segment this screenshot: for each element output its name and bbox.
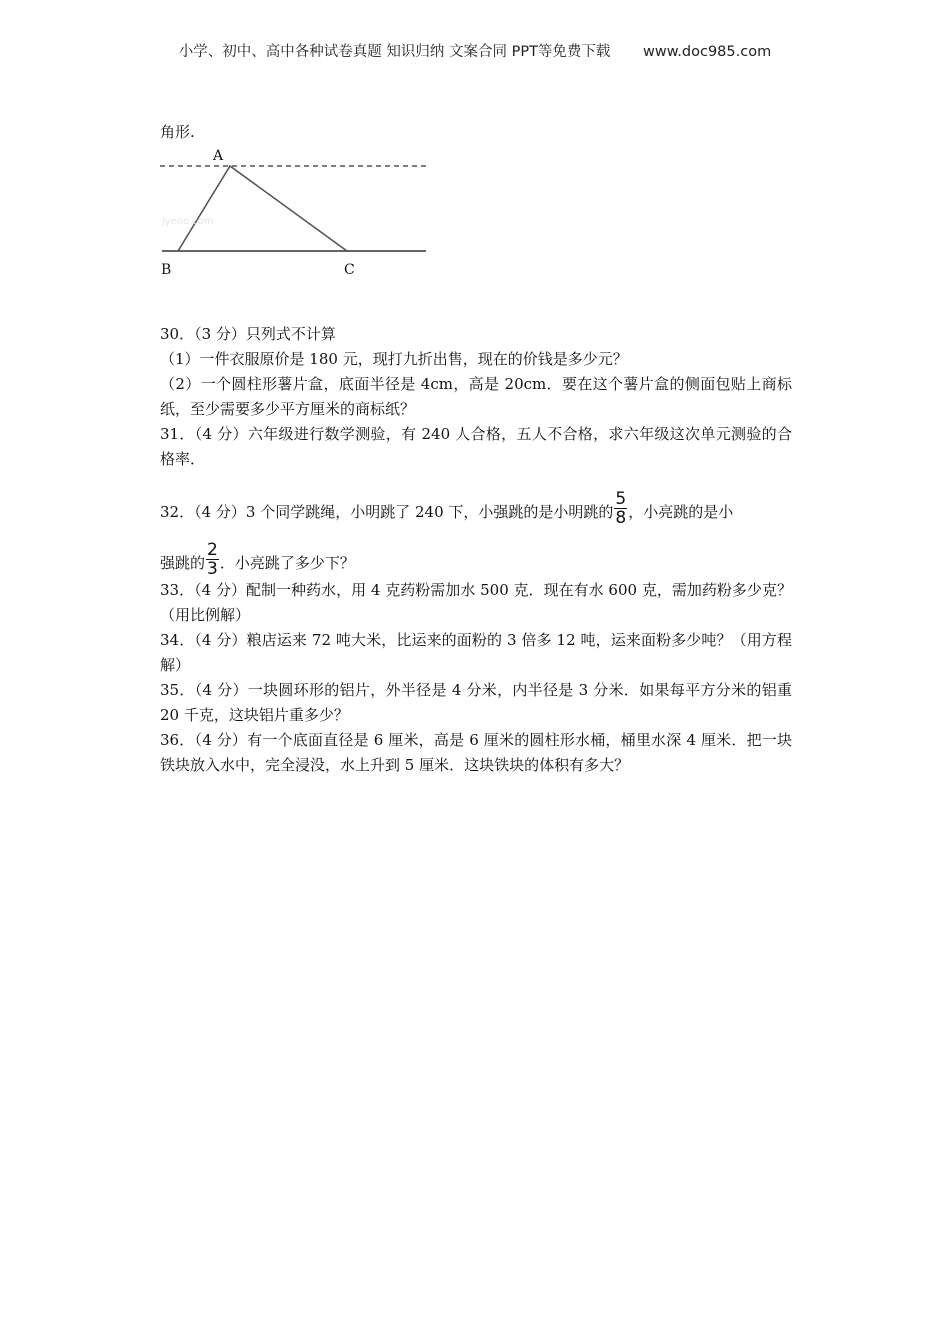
fraction-5-8	[614, 490, 627, 527]
q33: 33．（4 分）配制一种药水，用 4 克药粉需加水 500 克．现在有水 600 克，需加药粉多少克？（用比例解）	[160, 581, 792, 624]
q36: 36．（4 分）有一个底面直径是 6 厘米，高是 6 厘米的圆柱形水桶，桶里水深 4 厘米．把一块铁块放入水中，完全浸没，水上升到 5 厘米．这块铁块的体积有多大？	[160, 731, 792, 774]
vertex-label-a: A	[213, 148, 224, 164]
tail-text: 角形.	[160, 123, 195, 141]
watermark-text: jyeoo.com	[162, 216, 214, 227]
frac2-numerator: 2	[207, 540, 218, 560]
triangle-sides	[178, 166, 347, 251]
vertex-label-c: C	[344, 262, 355, 278]
q32-line1	[160, 472, 792, 527]
header-title: 小学、初中、高中各种试卷真题 知识归纳 文案合同 PPT等免费下载	[178, 44, 611, 60]
q32-part4: ．小亮跳了多少下？	[219, 554, 355, 572]
vertex-label-b: B	[161, 262, 172, 278]
fraction-2-3	[206, 541, 219, 578]
q32-part2: ，小亮跳的是小	[628, 503, 734, 521]
q30-title: 30．（3 分）只列式不计算	[160, 325, 336, 343]
q32	[160, 472, 792, 578]
question-list	[160, 322, 792, 778]
q30-sub2: （2）一个圆柱形薯片盒，底面半径是 4cm，高是 20cm．要在这个薯片盒的侧面包贴上商标纸，至少需要多少平方厘米的商标纸？	[160, 375, 792, 418]
triangle-figure	[158, 142, 433, 284]
header-site: www.doc985.com	[643, 44, 772, 60]
frac1-numerator: 5	[615, 489, 627, 509]
q32-line2	[160, 527, 792, 578]
q32-part3: 强跳的	[160, 554, 206, 572]
q30-sub1: （1）一件衣服原价是 180 元，现打九折出售，现在的价钱是多少元？	[160, 350, 628, 368]
q31: 31．（4 分）六年级进行数学测验，有 240 人合格，五人不合格，求六年级这次单元测验的合格率．	[160, 425, 792, 468]
q32-part1: 32．（4 分）3 个同学跳绳，小明跳了 240 下，小强跳的是小明跳的	[160, 503, 614, 521]
frac2-denominator: 3	[207, 559, 218, 579]
q35: 35．（4 分）一块圆环形的铝片，外半径是 4 分米，内半径是 3 分米．如果每平方分米的铝重 20 千克，这块铝片重多少？	[160, 681, 792, 724]
frac1-denominator: 8	[615, 508, 627, 528]
page-header	[0, 40, 950, 61]
q34: 34．（4 分）粮店运来 72 吨大米，比运来的面粉的 3 倍多 12 吨，运来面粉多少吨？（用方程解）	[160, 631, 792, 674]
